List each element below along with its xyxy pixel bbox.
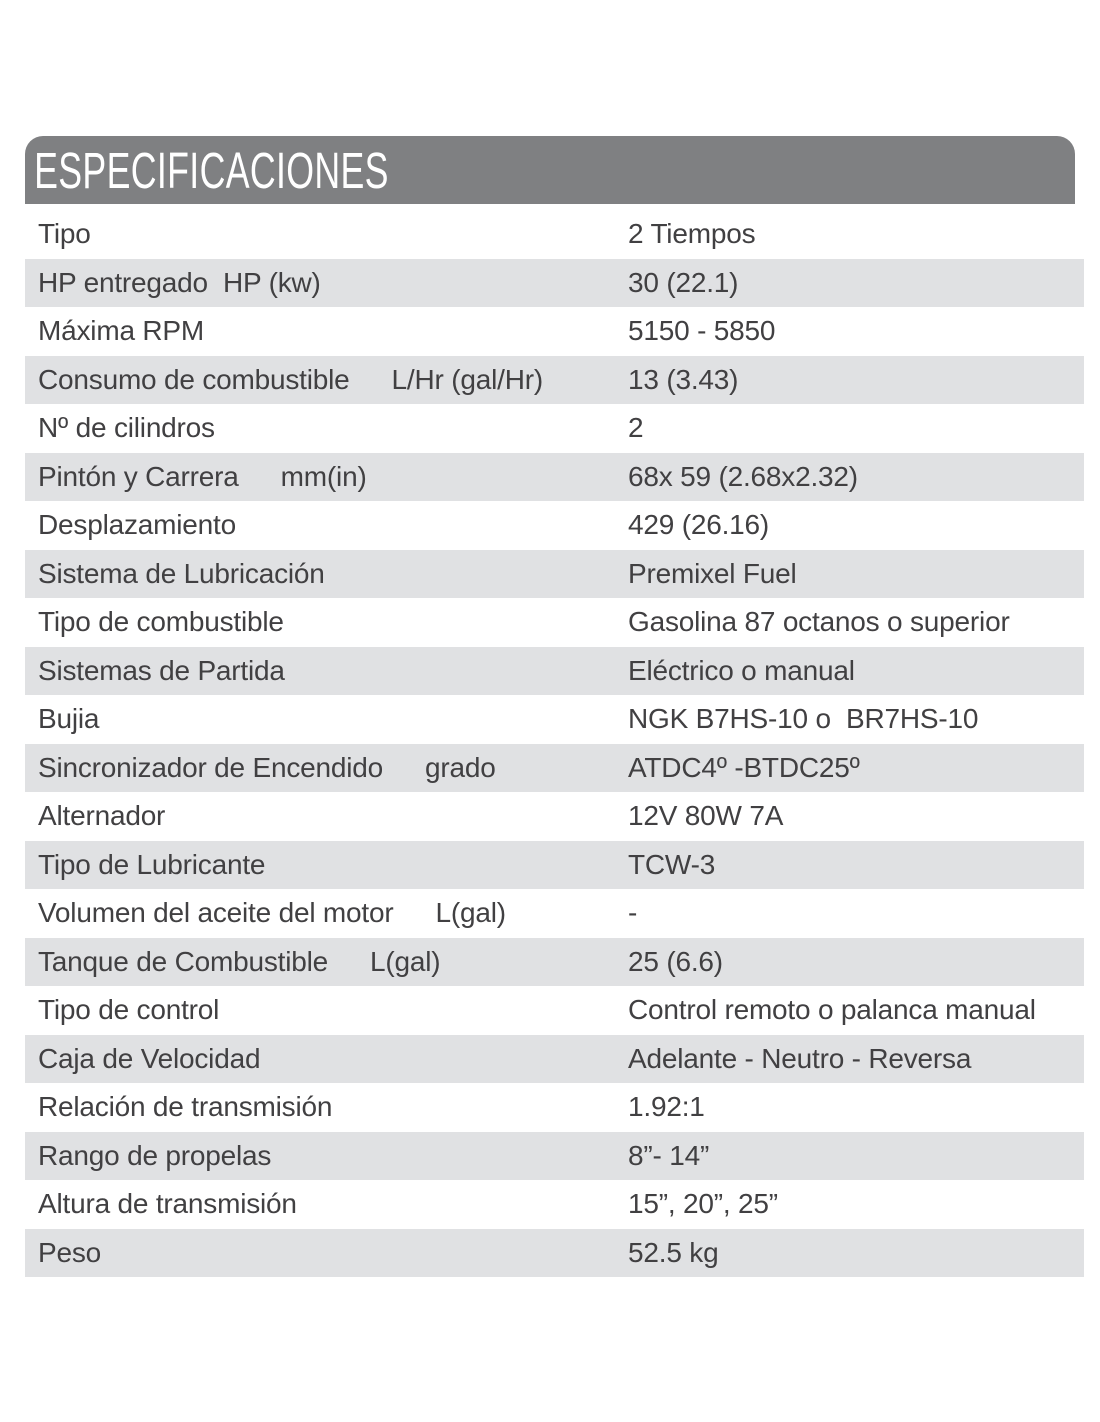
- spec-label-group: [38, 1132, 271, 1181]
- spec-label-group: [38, 744, 496, 793]
- table-row: [25, 1180, 1084, 1229]
- spec-value: 25 (6.6): [628, 945, 723, 977]
- spec-value: 2 Tiempos: [628, 218, 756, 249]
- spec-value: Eléctrico o manual: [628, 654, 855, 686]
- spec-label: Pintón y Carrera: [38, 460, 239, 492]
- spec-label: Relación de transmisión: [38, 1091, 333, 1122]
- spec-value: 12V 80W 7A: [628, 800, 784, 831]
- table-row: [25, 744, 1084, 793]
- spec-unit: L(gal): [370, 945, 441, 977]
- spec-label: Nº de cilindros: [38, 412, 215, 443]
- spec-value: 429 (26.16): [628, 509, 770, 540]
- table-row: [25, 404, 1084, 453]
- spec-value: Gasolina 87 octanos o superior: [628, 606, 1010, 637]
- table-row: [25, 986, 1084, 1035]
- spec-value: ATDC4º -BTDC25º: [628, 751, 860, 783]
- spec-label-group: [38, 695, 99, 744]
- spec-value: 15”, 20”, 25”: [628, 1188, 778, 1219]
- table-row: [25, 307, 1084, 356]
- table-row: [25, 550, 1084, 599]
- spec-label-group: [38, 453, 367, 502]
- table-row: [25, 259, 1084, 308]
- spec-label-group: [38, 501, 236, 550]
- spec-label: Sistemas de Partida: [38, 654, 285, 686]
- spec-label-group: [38, 550, 325, 599]
- spec-unit: L/Hr (gal/Hr): [391, 363, 543, 395]
- table-row: [25, 695, 1084, 744]
- table-row: [25, 210, 1084, 259]
- spec-value: 52.5 kg: [628, 1236, 719, 1268]
- table-row: [25, 501, 1084, 550]
- spec-label-group: [38, 598, 284, 647]
- spec-value: 5150 - 5850: [628, 315, 776, 346]
- spec-label: Peso: [38, 1236, 102, 1268]
- spec-label: Consumo de combustible: [38, 363, 350, 395]
- spec-label-group: [38, 1035, 260, 1084]
- table-row: [25, 1035, 1084, 1084]
- spec-label: Desplazamiento: [38, 509, 236, 540]
- spec-label-group: [38, 1229, 101, 1278]
- spec-label: Tipo de Lubricante: [38, 848, 266, 880]
- spec-label-group: [38, 986, 219, 1035]
- spec-label-group: [38, 1083, 332, 1132]
- spec-label-group: [38, 210, 91, 259]
- table-row: [25, 356, 1084, 405]
- table-row: [25, 792, 1084, 841]
- spec-value: 2: [628, 412, 644, 443]
- spec-label: Tanque de Combustible: [38, 945, 328, 977]
- spec-unit: L(gal): [435, 897, 506, 928]
- spec-label: Bujia: [38, 703, 100, 734]
- table-row: [25, 1083, 1084, 1132]
- spec-label: Altura de transmisión: [38, 1188, 297, 1219]
- spec-label-group: [38, 647, 285, 696]
- spec-label-group: [38, 1180, 297, 1229]
- table-row: [25, 647, 1084, 696]
- spec-value: 1.92:1: [628, 1091, 705, 1122]
- spec-label: Alternador: [38, 800, 166, 831]
- spec-unit: grado: [425, 751, 496, 783]
- spec-value: NGK B7HS-10 o BR7HS-10: [628, 703, 979, 734]
- spec-value: Premixel Fuel: [628, 557, 797, 589]
- table-row: [25, 1229, 1084, 1278]
- spec-value: Adelante - Neutro - Reversa: [628, 1042, 972, 1074]
- table-row: [25, 453, 1084, 502]
- section-title: ESPECIFICACIONES: [34, 142, 389, 199]
- spec-value: 30 (22.1): [628, 266, 739, 298]
- spec-label: Tipo de combustible: [38, 606, 284, 637]
- spec-label: Volumen del aceite del motor: [38, 897, 394, 928]
- spec-label: Rango de propelas: [38, 1139, 272, 1171]
- spec-label: Tipo de control: [38, 994, 220, 1025]
- spec-value: -: [628, 897, 638, 928]
- table-row: [25, 889, 1084, 938]
- spec-label-group: [38, 889, 506, 938]
- table-row: [25, 598, 1084, 647]
- spec-table: [0, 210, 1100, 1277]
- spec-value: TCW-3: [628, 848, 716, 880]
- spec-value: Control remoto o palanca manual: [628, 994, 1036, 1025]
- spec-label-group: [38, 307, 204, 356]
- section-header: [25, 136, 1075, 204]
- spec-label-group: [38, 356, 543, 405]
- spec-label-group: [38, 404, 215, 453]
- spec-label-group: [38, 841, 265, 890]
- spec-value: 13 (3.43): [628, 363, 739, 395]
- spec-value: 8”- 14”: [628, 1139, 710, 1171]
- spec-label-group: [38, 938, 440, 987]
- spec-unit: mm(in): [280, 460, 367, 492]
- spec-label: Tipo: [38, 218, 91, 249]
- spec-label-group: [38, 792, 165, 841]
- spec-value: 68x 59 (2.68x2.32): [628, 460, 858, 492]
- table-row: [25, 1132, 1084, 1181]
- spec-label: Sistema de Lubricación: [38, 557, 325, 589]
- table-row: [25, 841, 1084, 890]
- spec-label-group: [38, 259, 321, 308]
- spec-label: Máxima RPM: [38, 315, 205, 346]
- spec-label: HP entregado HP (kw): [38, 266, 321, 298]
- table-row: [25, 938, 1084, 987]
- spec-label: Sincronizador de Encendido: [38, 751, 384, 783]
- spec-label: Caja de Velocidad: [38, 1042, 261, 1074]
